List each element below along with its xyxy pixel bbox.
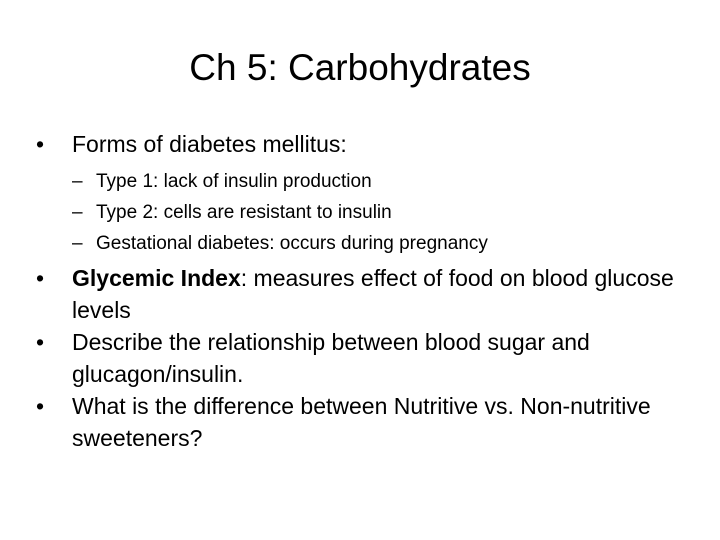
sub-item	[36, 168, 696, 196]
bullet-text: : measures effect of food on blood glucose levels	[72, 265, 674, 323]
bullet-item	[36, 262, 696, 326]
dash-icon: –	[72, 233, 83, 254]
bullet-text: Describe the relationship between blood sugar and glucagon/insulin.	[72, 329, 590, 387]
sub-item-text: Gestational diabetes: occurs during pregnancy	[96, 233, 488, 254]
dash-icon: –	[72, 202, 83, 223]
slide-title: Ch 5: Carbohydrates	[189, 47, 531, 88]
sub-item	[36, 230, 696, 258]
bullet-text: Forms of diabetes mellitus:	[72, 131, 347, 157]
bullet-icon: •	[36, 265, 45, 291]
bullet-item	[36, 128, 696, 160]
sub-list	[36, 168, 696, 258]
bullet-item	[36, 326, 696, 390]
sub-item-text: Type 1: lack of insulin production	[96, 171, 372, 192]
dash-icon: –	[72, 171, 83, 192]
bullet-icon: •	[36, 131, 45, 157]
bullet-text: What is the difference between Nutritive vs. Non-nutritive sweeteners?	[72, 393, 651, 451]
bullet-bold-term: Glycemic Index	[72, 265, 241, 291]
bullet-icon: •	[36, 393, 45, 419]
slide-body	[36, 128, 696, 454]
sub-item-text: Type 2: cells are resistant to insulin	[96, 202, 392, 223]
sub-item	[36, 199, 696, 227]
bullet-icon: •	[36, 329, 45, 355]
bullet-item	[36, 390, 696, 454]
